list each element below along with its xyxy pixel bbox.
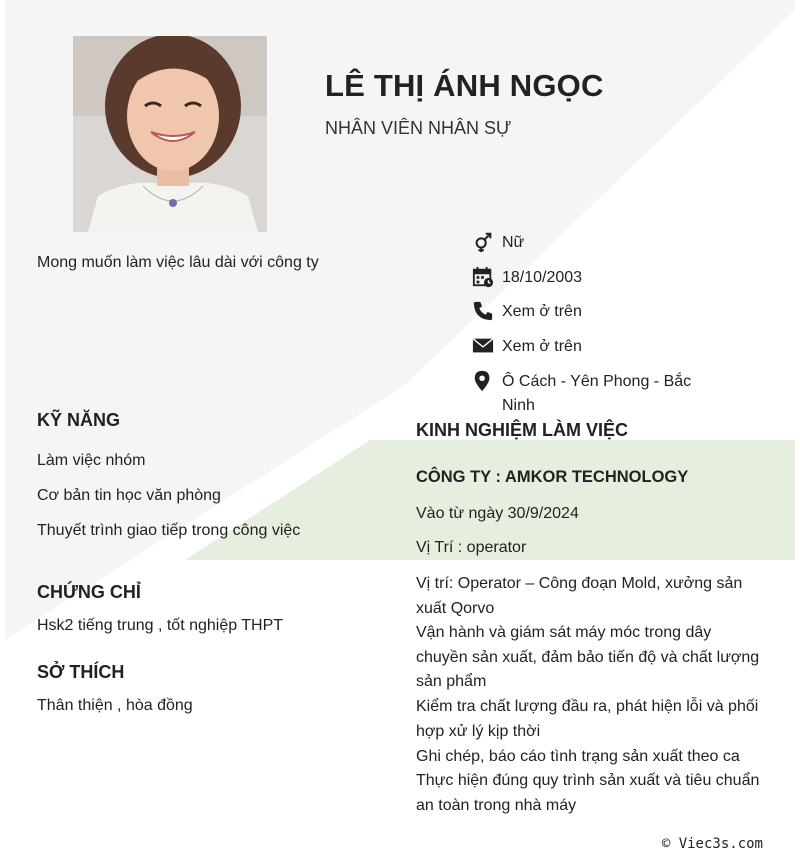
hobbies-title: SỞ THÍCH xyxy=(37,662,125,682)
gender-icon xyxy=(472,231,494,253)
experience-detail: Thực hiện đúng quy trình sản xuất và tiêu chuẩn an toàn trong nhà máy xyxy=(416,772,760,814)
phone-icon xyxy=(472,300,494,322)
gender-value: Nữ xyxy=(502,234,525,251)
experience-detail: Vị trí: Operator – Công đoạn Mold, xưởng sản xuất Qorvo xyxy=(416,575,743,617)
contact-email xyxy=(472,335,732,359)
envelope-icon xyxy=(472,335,494,357)
skill-item: Làm việc nhóm xyxy=(37,452,146,469)
experience-role: Vị Trí : operator xyxy=(416,539,527,556)
skill-item: Cơ bản tin học văn phòng xyxy=(37,487,221,504)
skills-title: KỸ NĂNG xyxy=(37,410,121,430)
profile-photo xyxy=(73,36,267,232)
experience-title: KINH NGHIỆM LÀM VIỆC xyxy=(416,420,629,440)
hobby-item: Thân thiện , hòa đồng xyxy=(37,697,193,714)
experience-detail: Vận hành và giám sát máy móc trong dây chuyền sản xuất, đảm bảo tiến độ và chất lượng sản phẩm xyxy=(416,624,760,690)
experience-detail: Kiểm tra chất lượng đầu ra, phát hiện lỗi và phối hợp xử lý kịp thời xyxy=(416,698,759,740)
experience-detail: Ghi chép, báo cáo tình trạng sản xuất theo ca xyxy=(416,748,740,765)
contact-gender xyxy=(472,231,732,255)
phone-value: Xem ở trên xyxy=(502,303,582,320)
address-value: Ô Cách - Yên Phong - Bắc Ninh xyxy=(502,373,692,414)
certificate-item: Hsk2 tiếng trung , tốt nghiệp THPT xyxy=(37,617,284,634)
company-name: CÔNG TY : AMKOR TECHNOLOGY xyxy=(416,468,689,486)
portrait-illustration xyxy=(73,36,267,232)
location-pin-icon xyxy=(472,370,494,392)
site-credit: © Viec3s.com xyxy=(661,836,763,852)
candidate-name: LÊ THỊ ÁNH NGỌC xyxy=(325,68,604,103)
career-objective: Mong muốn làm việc lâu dài với công ty xyxy=(37,254,319,271)
email-value: Xem ở trên xyxy=(502,338,582,355)
certificates-title: CHỨNG CHỈ xyxy=(37,582,141,602)
contact-phone xyxy=(472,300,732,324)
calendar-icon xyxy=(472,266,494,288)
job-title: NHÂN VIÊN NHÂN SỰ xyxy=(325,118,512,138)
skill-item: Thuyết trình giao tiếp trong công việc xyxy=(37,522,301,539)
contact-birthday xyxy=(472,266,732,290)
birthday-value: 18/10/2003 xyxy=(502,269,583,286)
experience-start: Vào từ ngày 30/9/2024 xyxy=(416,505,579,522)
contact-address xyxy=(472,370,732,418)
